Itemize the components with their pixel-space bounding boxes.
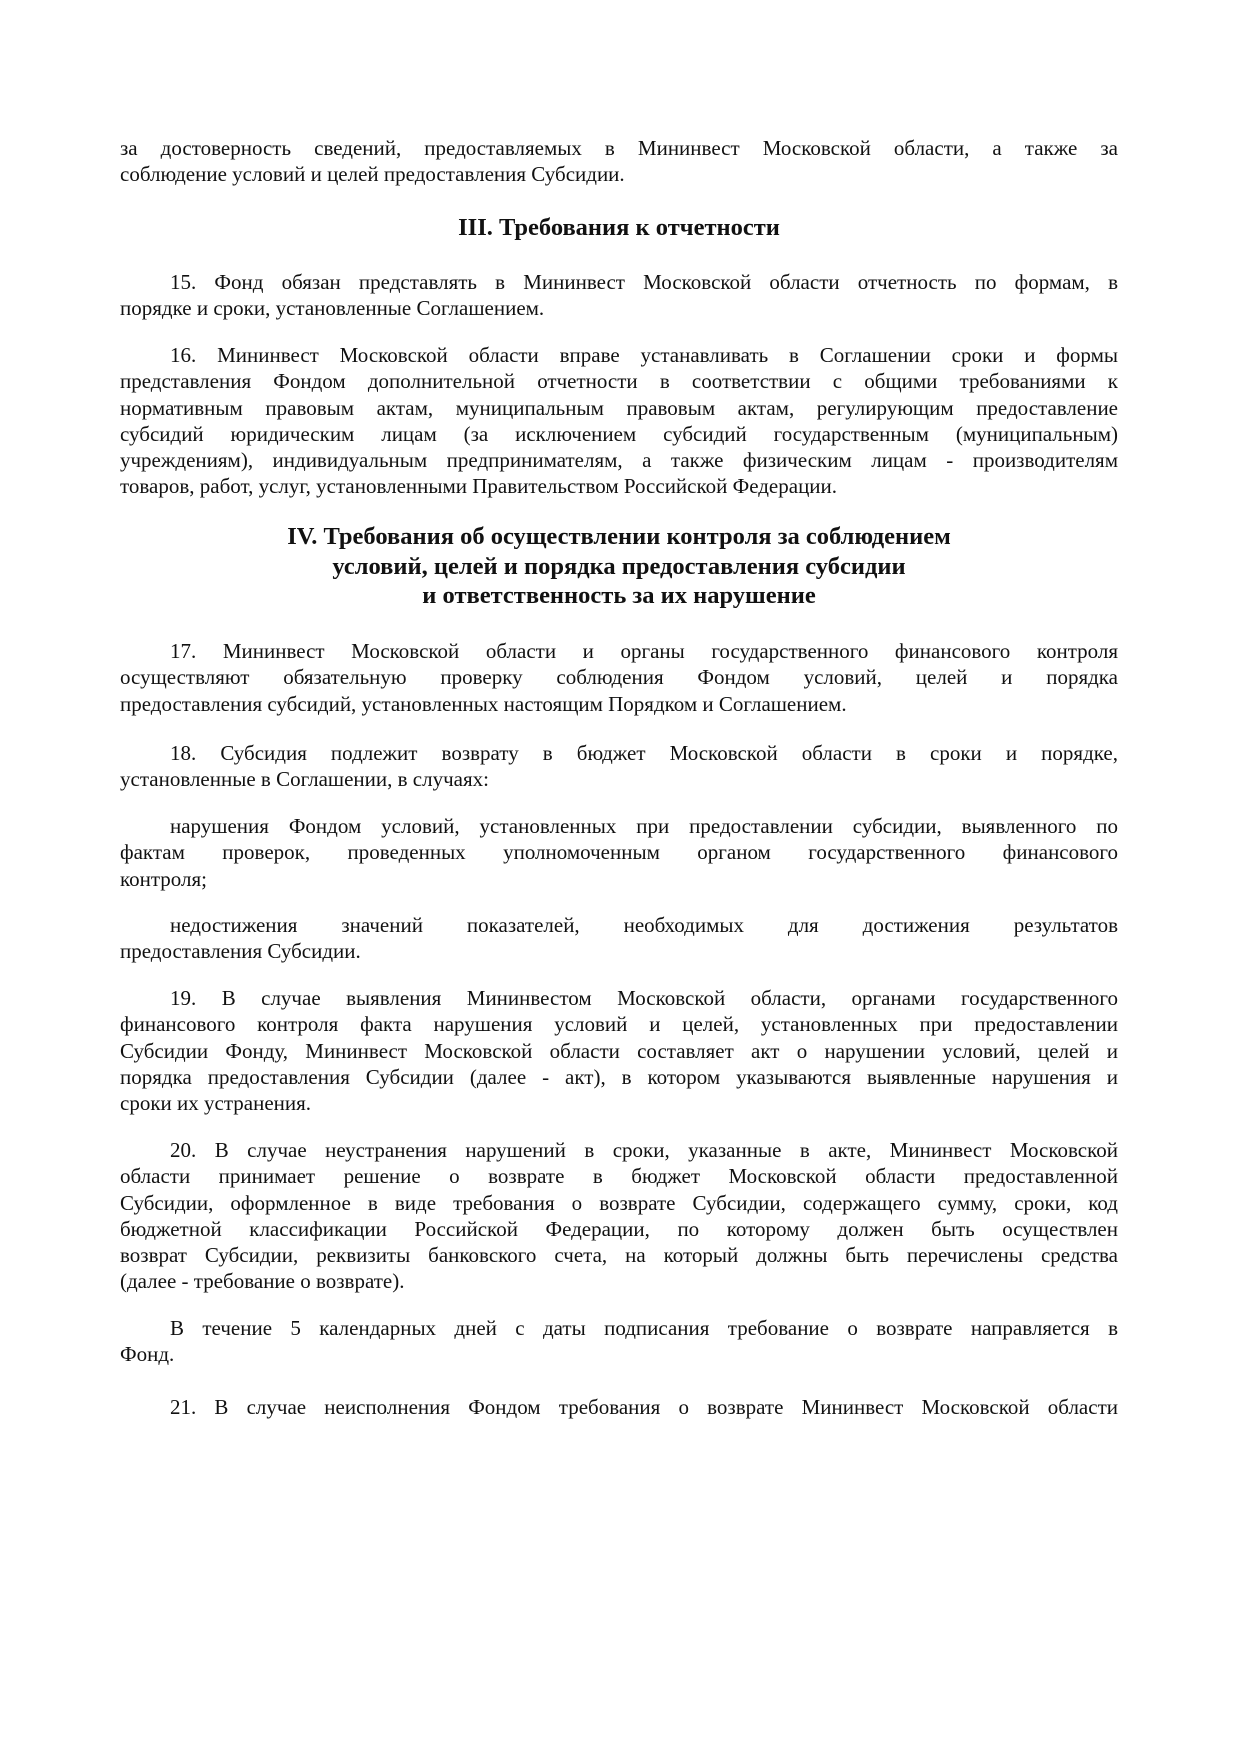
paragraph [120, 813, 1118, 892]
text-line: предоставления Субсидии. [120, 939, 361, 964]
text-line: 21. В случае неисполнения Фондом требования о возврате Мининвест Московской области [170, 1395, 1118, 1419]
paragraph [120, 1137, 1118, 1295]
paragraph [120, 638, 1118, 717]
text-line: финансового контроля факта нарушения условий и целей, установленных при предоставлении [120, 1012, 1118, 1037]
paragraph [120, 912, 1118, 965]
heading-line: и ответственность за их нарушение [422, 582, 816, 609]
text-line: 17. Мининвест Московской области и органы государственного финансового контроля [170, 639, 1118, 663]
section-heading [120, 213, 1118, 243]
text-line: представления Фондом дополнительной отчетности в соответствии с общими требованиями к [120, 369, 1118, 394]
text-line: порядке и сроки, установленные Соглашением. [120, 296, 545, 321]
text-line: предоставления субсидий, установленных настоящим Порядком и Соглашением. [120, 691, 847, 716]
text-line: Фонд. [120, 1342, 175, 1367]
text-line: возврат Субсидии, реквизиты банковского счета, на который должны быть перечислены средства [120, 1243, 1118, 1268]
text-line: 15. Фонд обязан представлять в Мининвест Московской области отчетность по формам, в [170, 270, 1118, 294]
text-line: соблюдение условий и целей предоставления Субсидии. [120, 162, 625, 187]
paragraph [120, 342, 1118, 500]
text-line: контроля; [120, 866, 208, 891]
text-line: 20. В случае неустранения нарушений в сроки, указанные в акте, Мининвест Московской [170, 1138, 1118, 1162]
paragraph [120, 740, 1118, 793]
paragraph [120, 135, 1118, 188]
text-line: учреждениям), индивидуальным предпринимателям, а также физическим лицам - производителям [120, 448, 1118, 473]
text-line: фактам проверок, проведенных уполномоченным органом государственного финансового [120, 840, 1118, 865]
text-line: осуществляют обязательную проверку соблюдения Фондом условий, целей и порядка [120, 665, 1118, 690]
text-line: порядка предоставления Субсидии (далее - акт), в котором указываются выявленные нарушения и [120, 1064, 1118, 1089]
text-line: нормативным правовым актам, муниципальным правовым актам, регулирующим предоставление [120, 395, 1118, 420]
text-line: товаров, работ, услуг, установленными Правительством Российской Федерации. [120, 474, 838, 499]
paragraph [120, 1394, 1118, 1420]
text-line: 16. Мининвест Московской области вправе устанавливать в Соглашении сроки и формы [170, 343, 1118, 367]
text-line: за достоверность сведений, предоставляемых в Мининвест Московской области, а также за [120, 136, 1118, 160]
text-line: В течение 5 календарных дней с даты подписания требование о возврате направляется в [170, 1316, 1118, 1340]
heading-line: условий, целей и порядка предоставления субсидии [332, 552, 906, 580]
text-line: Субсидии, оформленное в виде требования о возврате Субсидии, содержащего сумму, сроки, код [120, 1190, 1118, 1215]
heading-line: IV. Требования об осуществлении контроля за соблюдением [287, 523, 951, 550]
text-line: сроки их устранения. [120, 1091, 312, 1116]
text-line: недостижения значений показателей, необходимых для достижения результатов [170, 913, 1118, 937]
paragraph [120, 1315, 1118, 1368]
text-line: области принимает решение о возврате в бюджет Московской области предоставленной [120, 1164, 1118, 1189]
paragraph [120, 985, 1118, 1116]
text-line: установленные в Соглашении, в случаях: [120, 767, 489, 792]
section-heading [120, 522, 1118, 611]
heading-line: III. Требования к отчетности [458, 214, 780, 241]
text-line: (далее - требование о возврате). [120, 1269, 405, 1294]
paragraph [120, 269, 1118, 322]
text-line: субсидий юридическим лицам (за исключением субсидий государственным (муниципальным) [120, 421, 1118, 446]
text-line: 18. Субсидия подлежит возврату в бюджет Московской области в сроки и порядке, [170, 741, 1118, 765]
text-line: бюджетной классификации Российской Федерации, по которому должен быть осуществлен [120, 1216, 1118, 1241]
text-line: 19. В случае выявления Мининвестом Московской области, органами государственного [170, 986, 1118, 1010]
text-line: Субсидии Фонду, Мининвест Московской области составляет акт о нарушении условий, целей и [120, 1038, 1118, 1063]
text-line: нарушения Фондом условий, установленных при предоставлении субсидии, выявленного по [170, 814, 1118, 838]
